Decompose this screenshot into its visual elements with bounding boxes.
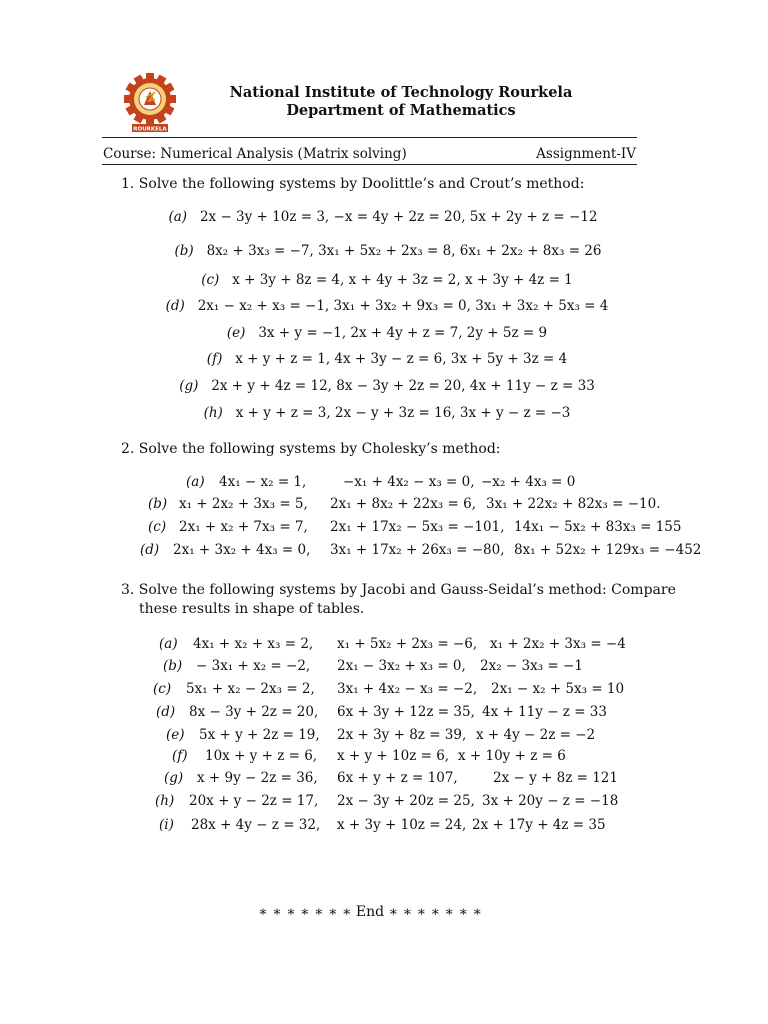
logo-text: ROURKELA — [133, 126, 167, 133]
q2-c-eq3: 14x₁ − 5x₂ + 83x₃ = 155 — [514, 519, 682, 535]
item-label: (c) — [201, 272, 220, 288]
assignment-title: Assignment-IV — [536, 146, 636, 162]
q3-a-eq3: x₁ + 2x₂ + 3x₃ = −4 — [490, 636, 626, 652]
question-3: 3. Solve the following systems by Jacobi and Gauss-Seidal’s method: Compare — [121, 582, 676, 598]
q2-d-eq1: 2x₁ + 3x₂ + 4x₃ = 0, — [173, 542, 311, 558]
end-marker: ∗ ∗ ∗ ∗ ∗ ∗ ∗ End ∗ ∗ ∗ ∗ ∗ ∗ ∗ — [258, 904, 482, 920]
q2-label-a: (a) — [186, 474, 205, 490]
q3-g-eq1: x + 9y − 2z = 36, — [197, 770, 318, 786]
item-label: (b) — [174, 243, 194, 259]
question-2: 2. Solve the following systems by Cholesky’s method: — [121, 441, 501, 457]
equation: 2x + y + 4z = 12, 8x − 3y + 2z = 20, 4x + 11y − z = 33 — [211, 378, 595, 394]
q2-a-eq1: 4x₁ − x₂ = 1, — [219, 474, 307, 490]
q3-c-eq3: 2x₁ − x₂ + 5x₃ = 10 — [491, 681, 625, 697]
item-label: (f) — [206, 351, 223, 367]
q3-h-eq2: 2x − 3y + 20z = 25, — [337, 793, 475, 809]
q3-e-eq3: x + 4y − 2z = −2 — [476, 727, 596, 743]
item-label: (g) — [179, 378, 199, 394]
q1-item-f — [207, 351, 567, 367]
q3-b-eq3: 2x₂ − 3x₃ = −1 — [480, 658, 583, 674]
q3-i-eq3: 2x + 17y + 4z = 35 — [472, 817, 606, 833]
q1-item-a — [168, 209, 597, 225]
q3-label-a: (a) — [159, 636, 178, 652]
q3-h-eq3: 3x + 20y − z = −18 — [482, 793, 619, 809]
q3-g-eq2: 6x + y + z = 107, — [337, 770, 458, 786]
header-rule-top — [102, 137, 637, 138]
q2-d-eq3: 8x₁ + 52x₂ + 129x₃ = −452 — [514, 542, 702, 558]
equation: x + y + z = 3, 2x − y + 3z = 16, 3x + y − z = −3 — [235, 405, 571, 421]
q2-b-eq2: 2x₁ + 8x₂ + 22x₃ = 6, — [330, 496, 476, 512]
q3-d-eq3: 4x + 11y − z = 33 — [482, 704, 607, 720]
question-3-cont: these results in shape of tables. — [139, 601, 365, 617]
q3-d-eq2: 6x + 3y + 12z = 35, — [337, 704, 475, 720]
q3-label-g: (g) — [164, 770, 184, 786]
q3-label-e: (e) — [166, 727, 185, 743]
header-rule-bottom — [102, 164, 637, 165]
equation: 8x₂ + 3x₃ = −7, 3x₁ + 5x₂ + 2x₃ = 8, 6x₁ + 2x₂ + 8x₃ = 26 — [206, 243, 602, 259]
equation: 2x₁ − x₂ + x₃ = −1, 3x₁ + 3x₂ + 9x₃ = 0, 3x₁ + 3x₂ + 5x₃ = 4 — [197, 298, 609, 314]
item-label: (a) — [168, 209, 188, 225]
q2-a-eq3: −x₂ + 4x₃ = 0 — [481, 474, 576, 490]
q2-label-c: (c) — [148, 519, 167, 535]
q3-f-eq1: 10x + y + z = 6, — [205, 748, 318, 764]
q2-label-b: (b) — [148, 496, 168, 512]
q1-item-g — [179, 378, 595, 394]
q3-b-eq2: 2x₁ − 3x₂ + x₃ = 0, — [337, 658, 466, 674]
q1-item-e — [227, 325, 547, 341]
q1-item-h — [204, 405, 571, 421]
institute-name: National Institute of Technology Rourkela — [229, 84, 573, 101]
q3-e-eq2: 2x + 3y + 8z = 39, — [337, 727, 467, 743]
q3-label-f: (f) — [172, 748, 188, 764]
item-label: (e) — [226, 325, 246, 341]
q3-label-i: (i) — [159, 817, 174, 833]
item-label: (d) — [165, 298, 185, 314]
q3-g-eq3: 2x − y + 8z = 121 — [493, 770, 618, 786]
q3-f-eq2: x + y + 10z = 6, — [337, 748, 450, 764]
q2-d-eq2: 3x₁ + 17x₂ + 26x₃ = −80, — [330, 542, 505, 558]
department-name: Department of Mathematics — [286, 102, 516, 119]
q3-e-eq1: 5x + y + 2z = 19, — [199, 727, 320, 743]
q3-label-b: (b) — [163, 658, 183, 674]
q3-label-h: (h) — [155, 793, 175, 809]
question-1: 1. Solve the following systems by Doolittle’s and Crout’s method: — [121, 176, 585, 192]
q3-f-eq3: x + 10y + z = 6 — [458, 748, 566, 764]
q2-a-eq2: −x₁ + 4x₂ − x₃ = 0, — [343, 474, 475, 490]
q2-b-eq1: x₁ + 2x₂ + 3x₃ = 5, — [179, 496, 308, 512]
q2-label-d: (d) — [140, 542, 160, 558]
q2-c-eq2: 2x₁ + 17x₂ − 5x₃ = −101, — [330, 519, 505, 535]
q1-item-b — [175, 243, 602, 259]
equation: 2x − 3y + 10z = 3, −x = 4y + 2z = 20, 5x + 2y + z = −12 — [199, 209, 598, 225]
q3-a-eq2: x₁ + 5x₂ + 2x₃ = −6, — [337, 636, 478, 652]
equation: 3x + y = −1, 2x + 4y + z = 7, 2y + 5z = 9 — [258, 325, 548, 341]
q2-b-eq3: 3x₁ + 22x₂ + 82x₃ = −10. — [486, 496, 661, 512]
q3-d-eq1: 8x − 3y + 2z = 20, — [189, 704, 319, 720]
q3-label-d: (d) — [156, 704, 176, 720]
q3-a-eq1: 4x₁ + x₂ + x₃ = 2, — [193, 636, 314, 652]
institute-logo — [122, 72, 178, 134]
q3-i-eq2: x + 3y + 10z = 24, — [337, 817, 467, 833]
q2-c-eq1: 2x₁ + x₂ + 7x₃ = 7, — [179, 519, 308, 535]
q3-c-eq2: 3x₁ + 4x₂ − x₃ = −2, — [337, 681, 478, 697]
q3-c-eq1: 5x₁ + x₂ − 2x₃ = 2, — [186, 681, 315, 697]
q3-b-eq1: − 3x₁ + x₂ = −2, — [196, 658, 311, 674]
q1-item-d — [166, 298, 609, 314]
equation: x + 3y + 8z = 4, x + 4y + 3z = 2, x + 3y + 4z = 1 — [232, 272, 573, 288]
item-label: (h) — [203, 405, 223, 421]
q3-label-c: (c) — [153, 681, 172, 697]
q3-h-eq1: 20x + y − 2z = 17, — [189, 793, 319, 809]
q1-item-c — [201, 272, 573, 288]
equation: x + y + z = 1, 4x + 3y − z = 6, 3x + 5y + 3z = 4 — [235, 351, 568, 367]
course-title: Course: Numerical Analysis (Matrix solving) — [103, 146, 407, 162]
q3-i-eq1: 28x + 4y − z = 32, — [191, 817, 321, 833]
